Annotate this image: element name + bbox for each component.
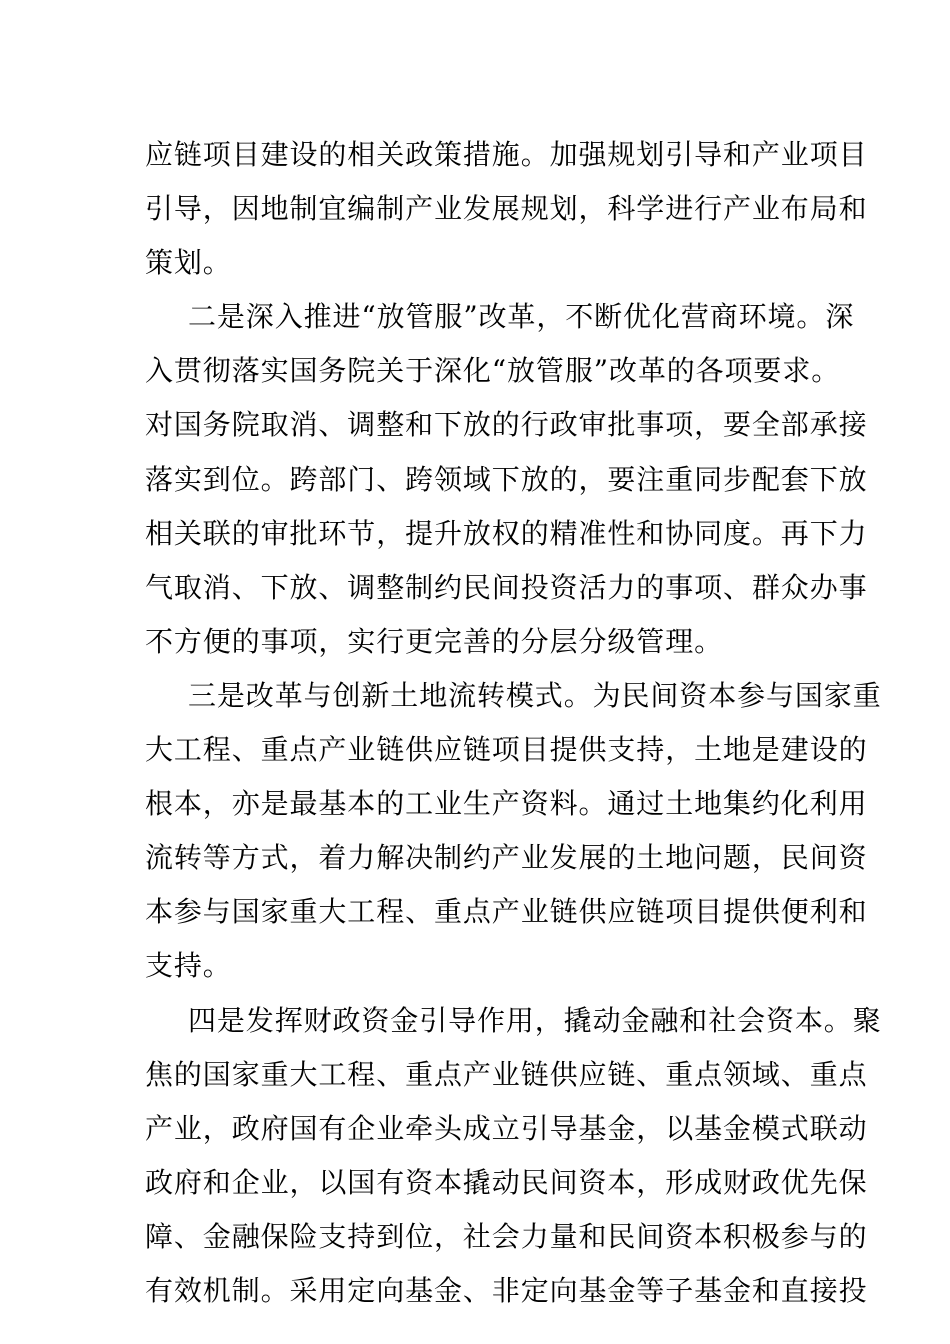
- text-line: 政府和企业，以国有资本撬动民间资本，形成财政优先保: [145, 1165, 868, 1199]
- paragraph-3: [145, 669, 882, 994]
- text-line: 障、金融保险支持到位，社会力量和民间资本积极参与的: [145, 1219, 868, 1253]
- text-line: 二是深入推进“放管服”改革，不断优化营商环境。深: [188, 300, 855, 334]
- paragraph-4: [145, 994, 882, 1319]
- text-line: 大工程、重点产业链供应链项目提供支持，土地是建设的: [145, 733, 868, 767]
- text-line: 支持。: [145, 949, 232, 983]
- text-line: 本参与国家重大工程、重点产业链供应链项目提供便利和: [145, 895, 868, 929]
- text-line: 相关联的审批环节，提升放权的精准性和协同度。再下力: [145, 516, 868, 550]
- paragraph-2: [145, 290, 868, 669]
- text-line: 应链项目建设的相关政策措施。加强规划引导和产业项目: [145, 138, 868, 171]
- text-line: 产业，政府国有企业牵头成立引导基金，以基金模式联动: [145, 1111, 868, 1145]
- text-line: 气取消、下放、调整制约民间投资活力的事项、群众办事: [145, 570, 868, 604]
- paragraph-1: [145, 128, 868, 290]
- text-line: 有效机制。采用定向基金、非定向基金等子基金和直接投: [145, 1273, 868, 1307]
- text-line: 落实到位。跨部门、跨领域下放的，要注重同步配套下放: [145, 462, 868, 496]
- text-line: 流转等方式，着力解决制约产业发展的土地问题，民间资: [145, 841, 868, 875]
- text-line: 根本，亦是最基本的工业生产资料。通过土地集约化利用: [145, 787, 868, 821]
- text-line: 策划。: [145, 246, 232, 280]
- text-line: 不方便的事项，实行更完善的分层分级管理。: [145, 624, 724, 658]
- text-line: 引导，因地制宜编制产业发展规划，科学进行产业布局和: [145, 192, 868, 226]
- text-line: 焦的国家重大工程、重点产业链供应链、重点领域、重点: [145, 1057, 868, 1091]
- text-line: 对国务院取消、调整和下放的行政审批事项，要全部承接: [145, 408, 868, 442]
- body-text: [145, 128, 882, 1318]
- text-line: 三是改革与创新土地流转模式。为民间资本参与国家重: [188, 678, 882, 712]
- text-line: 入贯彻落实国务院关于深化“放管服”改革的各项要求。: [145, 354, 841, 388]
- text-line: 四是发挥财政资金引导作用，撬动金融和社会资本。聚: [188, 1003, 882, 1037]
